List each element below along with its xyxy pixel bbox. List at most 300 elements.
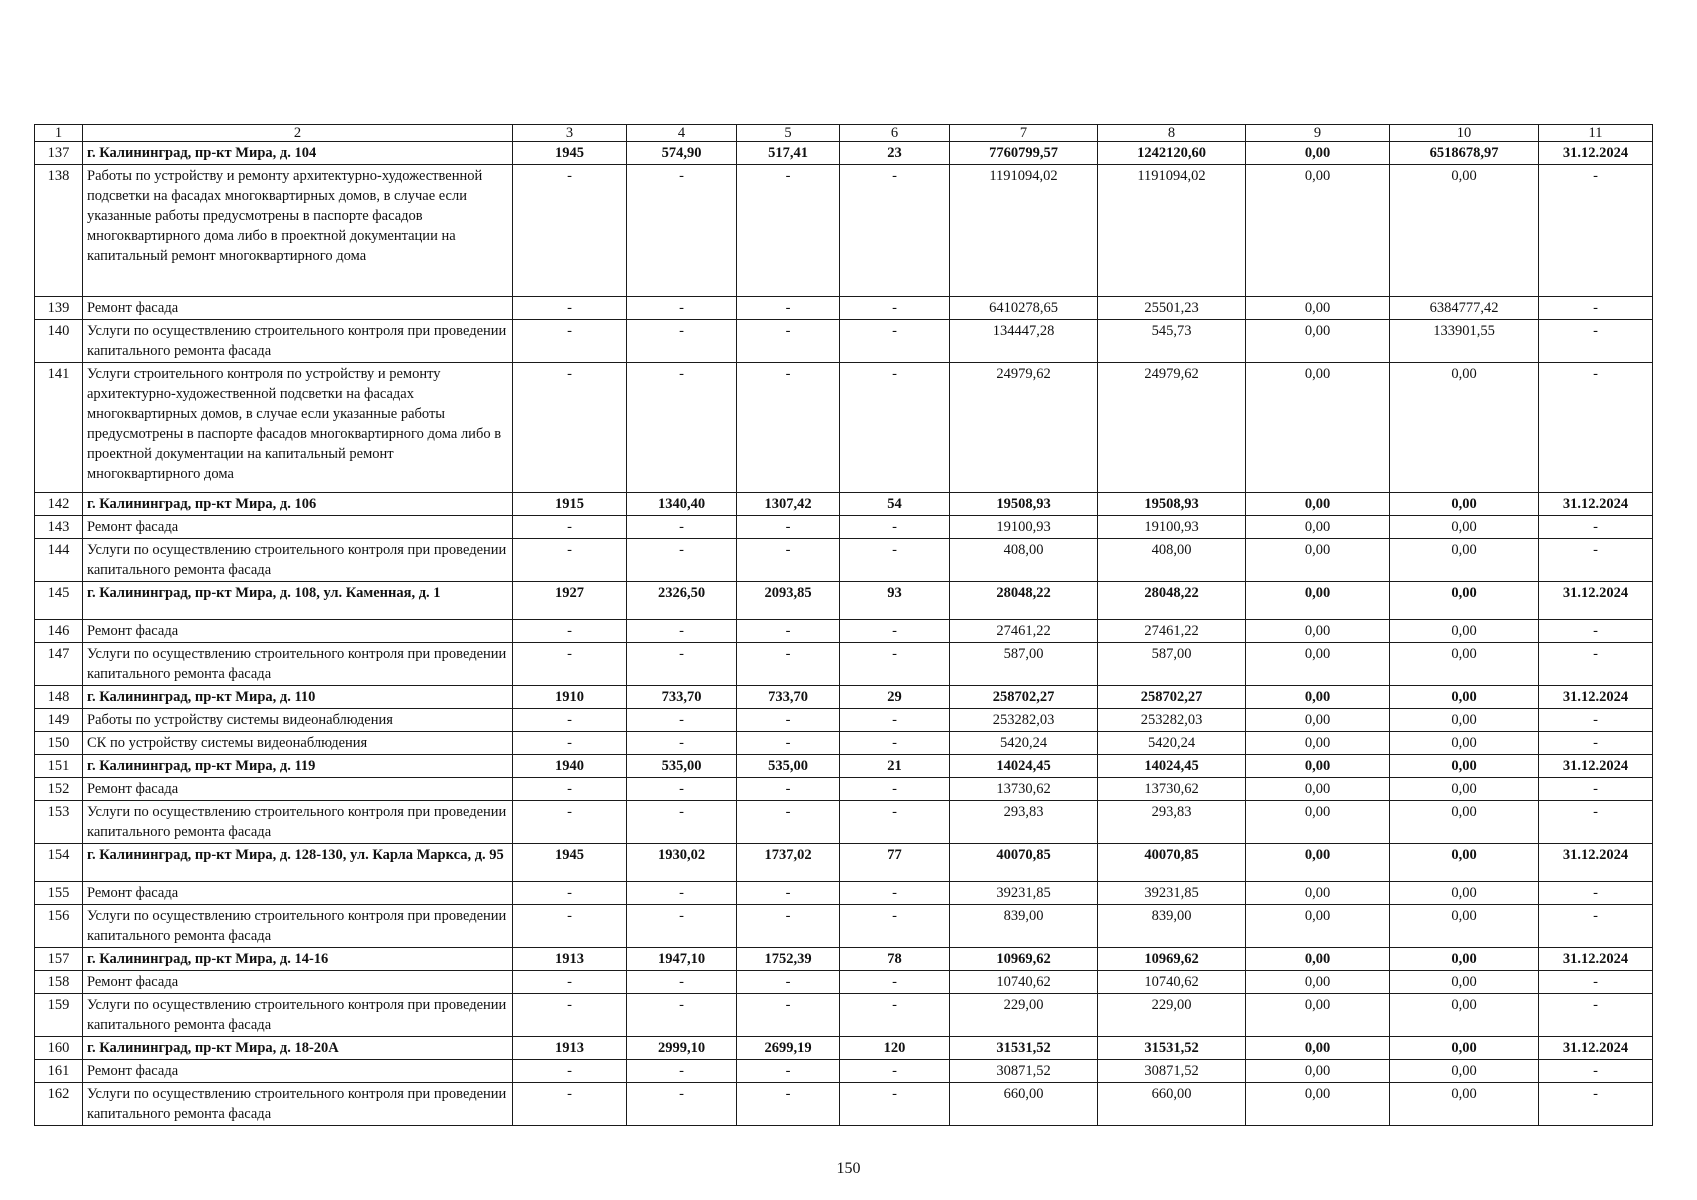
completion-date: - — [1539, 1060, 1653, 1083]
completion-date: 31.12.2024 — [1539, 582, 1653, 620]
build-year: - — [513, 363, 627, 493]
residents: - — [840, 732, 950, 755]
total-area: - — [627, 1083, 737, 1126]
completion-date: - — [1539, 297, 1653, 320]
cost-source-1: 10969,62 — [1098, 948, 1246, 971]
residents: 54 — [840, 493, 950, 516]
residents: 23 — [840, 142, 950, 165]
row-number: 138 — [35, 165, 83, 297]
total-area: - — [627, 994, 737, 1037]
build-year: 1910 — [513, 686, 627, 709]
cost-source-2: 0,00 — [1246, 643, 1390, 686]
cost-source-2: 0,00 — [1246, 1060, 1390, 1083]
cost-source-1: 587,00 — [1098, 643, 1246, 686]
row-number: 147 — [35, 643, 83, 686]
completion-date: - — [1539, 539, 1653, 582]
total-cost: 587,00 — [950, 643, 1098, 686]
total-area: - — [627, 165, 737, 297]
page-number: 150 — [836, 1160, 861, 1177]
living-area: - — [737, 539, 840, 582]
cost-source-3: 0,00 — [1390, 620, 1539, 643]
work-row — [35, 539, 1653, 582]
total-cost: 134447,28 — [950, 320, 1098, 363]
cost-source-3: 0,00 — [1390, 493, 1539, 516]
cost-source-3: 0,00 — [1390, 165, 1539, 297]
total-cost: 30871,52 — [950, 1060, 1098, 1083]
living-area: 2093,85 — [737, 582, 840, 620]
build-year: - — [513, 994, 627, 1037]
living-area: - — [737, 1083, 840, 1126]
building-row — [35, 948, 1653, 971]
item-description: Ремонт фасада — [83, 1060, 513, 1083]
cost-source-2: 0,00 — [1246, 620, 1390, 643]
item-description: г. Калининград, пр-кт Мира, д. 104 — [83, 142, 513, 165]
total-cost: 39231,85 — [950, 882, 1098, 905]
item-description: Ремонт фасада — [83, 516, 513, 539]
residents: 21 — [840, 755, 950, 778]
living-area: 517,41 — [737, 142, 840, 165]
residents: - — [840, 643, 950, 686]
completion-date: 31.12.2024 — [1539, 493, 1653, 516]
cost-source-2: 0,00 — [1246, 320, 1390, 363]
completion-date: - — [1539, 905, 1653, 948]
residents: - — [840, 905, 950, 948]
work-row — [35, 363, 1653, 493]
item-description: Ремонт фасада — [83, 971, 513, 994]
cost-source-1: 13730,62 — [1098, 778, 1246, 801]
total-cost: 660,00 — [950, 1083, 1098, 1126]
cost-source-1: 24979,62 — [1098, 363, 1246, 493]
residents: - — [840, 320, 950, 363]
total-area: 2999,10 — [627, 1037, 737, 1060]
row-number: 139 — [35, 297, 83, 320]
cost-source-1: 660,00 — [1098, 1083, 1246, 1126]
residents: 93 — [840, 582, 950, 620]
living-area: - — [737, 994, 840, 1037]
residents: 29 — [840, 686, 950, 709]
cost-source-3: 0,00 — [1390, 1037, 1539, 1060]
cost-source-3: 0,00 — [1390, 732, 1539, 755]
work-row — [35, 778, 1653, 801]
cost-source-3: 0,00 — [1390, 801, 1539, 844]
building-row — [35, 844, 1653, 882]
completion-date: - — [1539, 732, 1653, 755]
register-table — [34, 124, 1653, 1126]
cost-source-2: 0,00 — [1246, 582, 1390, 620]
building-row — [35, 686, 1653, 709]
total-area: 733,70 — [627, 686, 737, 709]
cost-source-2: 0,00 — [1246, 971, 1390, 994]
total-cost: 40070,85 — [950, 844, 1098, 882]
completion-date: 31.12.2024 — [1539, 948, 1653, 971]
residents: 78 — [840, 948, 950, 971]
total-cost: 6410278,65 — [950, 297, 1098, 320]
build-year: 1945 — [513, 844, 627, 882]
cost-source-1: 545,73 — [1098, 320, 1246, 363]
row-number: 157 — [35, 948, 83, 971]
cost-source-2: 0,00 — [1246, 905, 1390, 948]
building-row — [35, 493, 1653, 516]
row-number: 155 — [35, 882, 83, 905]
total-area: - — [627, 778, 737, 801]
completion-date: - — [1539, 882, 1653, 905]
column-number: 8 — [1098, 125, 1246, 142]
cost-source-2: 0,00 — [1246, 778, 1390, 801]
row-number: 160 — [35, 1037, 83, 1060]
completion-date: - — [1539, 778, 1653, 801]
cost-source-3: 0,00 — [1390, 1083, 1539, 1126]
cost-source-2: 0,00 — [1246, 755, 1390, 778]
residents: - — [840, 363, 950, 493]
total-cost: 19508,93 — [950, 493, 1098, 516]
column-number: 1 — [35, 125, 83, 142]
row-number: 150 — [35, 732, 83, 755]
work-row — [35, 516, 1653, 539]
total-cost: 408,00 — [950, 539, 1098, 582]
total-area: 1947,10 — [627, 948, 737, 971]
row-number: 158 — [35, 971, 83, 994]
living-area: 1752,39 — [737, 948, 840, 971]
total-area: - — [627, 801, 737, 844]
row-number: 141 — [35, 363, 83, 493]
column-number: 9 — [1246, 125, 1390, 142]
column-number: 3 — [513, 125, 627, 142]
build-year: - — [513, 297, 627, 320]
cost-source-3: 0,00 — [1390, 709, 1539, 732]
build-year: - — [513, 882, 627, 905]
completion-date: - — [1539, 620, 1653, 643]
completion-date: - — [1539, 363, 1653, 493]
build-year: - — [513, 516, 627, 539]
cost-source-2: 0,00 — [1246, 539, 1390, 582]
cost-source-3: 6518678,97 — [1390, 142, 1539, 165]
build-year: - — [513, 165, 627, 297]
column-number: 7 — [950, 125, 1098, 142]
residents: - — [840, 778, 950, 801]
row-number: 137 — [35, 142, 83, 165]
total-cost: 229,00 — [950, 994, 1098, 1037]
total-cost: 24979,62 — [950, 363, 1098, 493]
build-year: - — [513, 905, 627, 948]
residents: 120 — [840, 1037, 950, 1060]
completion-date: - — [1539, 165, 1653, 297]
cost-source-3: 0,00 — [1390, 844, 1539, 882]
total-area: 535,00 — [627, 755, 737, 778]
item-description: г. Калининград, пр-кт Мира, д. 128-130, ул. Карла Маркса, д. 95 — [83, 844, 513, 882]
cost-source-3: 0,00 — [1390, 948, 1539, 971]
item-description: Услуги строительного контроля по устройству и ремонту архитектурно-художественной подсветки на фасадах многоквартирных домов, в случае если указанные работы предусмотрены в паспорте фасадов многоквартирного дома либо в проектной документации на капитальный ремонт многоквартирного дома — [83, 363, 513, 493]
row-number: 148 — [35, 686, 83, 709]
cost-source-1: 10740,62 — [1098, 971, 1246, 994]
living-area: 535,00 — [737, 755, 840, 778]
build-year: 1913 — [513, 1037, 627, 1060]
total-cost: 5420,24 — [950, 732, 1098, 755]
cost-source-3: 0,00 — [1390, 882, 1539, 905]
living-area: - — [737, 882, 840, 905]
cost-source-1: 229,00 — [1098, 994, 1246, 1037]
build-year: 1913 — [513, 948, 627, 971]
cost-source-2: 0,00 — [1246, 493, 1390, 516]
cost-source-1: 1191094,02 — [1098, 165, 1246, 297]
cost-source-1: 19508,93 — [1098, 493, 1246, 516]
item-description: СК по устройству системы видеонаблюдения — [83, 732, 513, 755]
building-row — [35, 582, 1653, 620]
living-area: - — [737, 165, 840, 297]
cost-source-1: 19100,93 — [1098, 516, 1246, 539]
column-number: 2 — [83, 125, 513, 142]
living-area: - — [737, 363, 840, 493]
completion-date: 31.12.2024 — [1539, 1037, 1653, 1060]
total-cost: 293,83 — [950, 801, 1098, 844]
row-number: 151 — [35, 755, 83, 778]
cost-source-3: 133901,55 — [1390, 320, 1539, 363]
cost-source-3: 0,00 — [1390, 582, 1539, 620]
row-number: 162 — [35, 1083, 83, 1126]
total-area: - — [627, 539, 737, 582]
total-area: - — [627, 905, 737, 948]
living-area: - — [737, 778, 840, 801]
row-number: 153 — [35, 801, 83, 844]
cost-source-2: 0,00 — [1246, 516, 1390, 539]
residents: - — [840, 1083, 950, 1126]
build-year: 1945 — [513, 142, 627, 165]
cost-source-1: 39231,85 — [1098, 882, 1246, 905]
cost-source-3: 6384777,42 — [1390, 297, 1539, 320]
completion-date: 31.12.2024 — [1539, 686, 1653, 709]
total-cost: 31531,52 — [950, 1037, 1098, 1060]
cost-source-1: 28048,22 — [1098, 582, 1246, 620]
build-year: - — [513, 709, 627, 732]
cost-source-1: 30871,52 — [1098, 1060, 1246, 1083]
column-number: 4 — [627, 125, 737, 142]
total-area: 2326,50 — [627, 582, 737, 620]
living-area: - — [737, 620, 840, 643]
row-number: 149 — [35, 709, 83, 732]
cost-source-2: 0,00 — [1246, 297, 1390, 320]
living-area: 2699,19 — [737, 1037, 840, 1060]
row-number: 159 — [35, 994, 83, 1037]
completion-date: - — [1539, 1083, 1653, 1126]
item-description: Услуги по осуществлению строительного контроля при проведении капитального ремонта фасада — [83, 320, 513, 363]
column-number: 10 — [1390, 125, 1539, 142]
item-description: Услуги по осуществлению строительного контроля при проведении капитального ремонта фасада — [83, 1083, 513, 1126]
build-year: - — [513, 643, 627, 686]
work-row — [35, 801, 1653, 844]
item-description: Услуги по осуществлению строительного контроля при проведении капитального ремонта фасада — [83, 801, 513, 844]
work-row — [35, 297, 1653, 320]
total-cost: 7760799,57 — [950, 142, 1098, 165]
total-cost: 253282,03 — [950, 709, 1098, 732]
table-body — [35, 125, 1653, 1126]
total-cost: 1191094,02 — [950, 165, 1098, 297]
cost-source-2: 0,00 — [1246, 801, 1390, 844]
living-area: - — [737, 516, 840, 539]
row-number: 144 — [35, 539, 83, 582]
completion-date: - — [1539, 516, 1653, 539]
cost-source-3: 0,00 — [1390, 686, 1539, 709]
total-area: 1340,40 — [627, 493, 737, 516]
completion-date: 31.12.2024 — [1539, 844, 1653, 882]
cost-source-3: 0,00 — [1390, 971, 1539, 994]
residents: - — [840, 297, 950, 320]
cost-source-2: 0,00 — [1246, 1083, 1390, 1126]
residents: - — [840, 994, 950, 1037]
row-number: 142 — [35, 493, 83, 516]
work-row — [35, 320, 1653, 363]
cost-source-2: 0,00 — [1246, 844, 1390, 882]
row-number: 156 — [35, 905, 83, 948]
completion-date: - — [1539, 994, 1653, 1037]
build-year: 1915 — [513, 493, 627, 516]
residents: - — [840, 709, 950, 732]
residents: - — [840, 971, 950, 994]
total-area: - — [627, 297, 737, 320]
cost-source-1: 839,00 — [1098, 905, 1246, 948]
total-area: - — [627, 1060, 737, 1083]
total-cost: 14024,45 — [950, 755, 1098, 778]
total-area: 574,90 — [627, 142, 737, 165]
total-area: - — [627, 882, 737, 905]
total-area: - — [627, 709, 737, 732]
completion-date: - — [1539, 971, 1653, 994]
cost-source-1: 27461,22 — [1098, 620, 1246, 643]
living-area: - — [737, 905, 840, 948]
living-area: - — [737, 320, 840, 363]
living-area: - — [737, 1060, 840, 1083]
row-number: 146 — [35, 620, 83, 643]
completion-date: 31.12.2024 — [1539, 142, 1653, 165]
column-number: 11 — [1539, 125, 1653, 142]
row-number: 154 — [35, 844, 83, 882]
work-row — [35, 165, 1653, 297]
cost-source-1: 25501,23 — [1098, 297, 1246, 320]
completion-date: - — [1539, 709, 1653, 732]
cost-source-2: 0,00 — [1246, 1037, 1390, 1060]
row-number: 145 — [35, 582, 83, 620]
item-description: Ремонт фасада — [83, 620, 513, 643]
building-row — [35, 142, 1653, 165]
total-area: - — [627, 320, 737, 363]
residents: - — [840, 516, 950, 539]
cost-source-3: 0,00 — [1390, 363, 1539, 493]
work-row — [35, 620, 1653, 643]
cost-source-2: 0,00 — [1246, 709, 1390, 732]
living-area: - — [737, 643, 840, 686]
column-number-row — [35, 125, 1653, 142]
cost-source-1: 258702,27 — [1098, 686, 1246, 709]
build-year: 1927 — [513, 582, 627, 620]
cost-source-2: 0,00 — [1246, 948, 1390, 971]
row-number: 161 — [35, 1060, 83, 1083]
cost-source-3: 0,00 — [1390, 778, 1539, 801]
column-number: 5 — [737, 125, 840, 142]
cost-source-1: 31531,52 — [1098, 1037, 1246, 1060]
cost-source-1: 5420,24 — [1098, 732, 1246, 755]
living-area: - — [737, 709, 840, 732]
cost-source-2: 0,00 — [1246, 882, 1390, 905]
total-area: - — [627, 620, 737, 643]
total-cost: 10740,62 — [950, 971, 1098, 994]
column-number: 6 — [840, 125, 950, 142]
row-number: 140 — [35, 320, 83, 363]
total-area: - — [627, 363, 737, 493]
total-cost: 19100,93 — [950, 516, 1098, 539]
living-area: - — [737, 971, 840, 994]
living-area: - — [737, 297, 840, 320]
completion-date: - — [1539, 320, 1653, 363]
item-description: г. Калининград, пр-кт Мира, д. 119 — [83, 755, 513, 778]
item-description: г. Калининград, пр-кт Мира, д. 106 — [83, 493, 513, 516]
build-year: 1940 — [513, 755, 627, 778]
work-row — [35, 709, 1653, 732]
item-description: г. Калининград, пр-кт Мира, д. 110 — [83, 686, 513, 709]
work-row — [35, 1060, 1653, 1083]
cost-source-1: 293,83 — [1098, 801, 1246, 844]
item-description: Работы по устройству и ремонту архитектурно-художественной подсветки на фасадах многоквартирных домов, в случае если указанные работы предусмотрены в паспорте фасадов многоквартирного дома либо в проектной документации на капитальный ремонт многоквартирного дома — [83, 165, 513, 297]
residents: - — [840, 165, 950, 297]
living-area: 733,70 — [737, 686, 840, 709]
item-description: г. Калининград, пр-кт Мира, д. 14-16 — [83, 948, 513, 971]
cost-source-2: 0,00 — [1246, 732, 1390, 755]
row-number: 152 — [35, 778, 83, 801]
total-area: 1930,02 — [627, 844, 737, 882]
cost-source-1: 40070,85 — [1098, 844, 1246, 882]
cost-source-3: 0,00 — [1390, 539, 1539, 582]
total-area: - — [627, 732, 737, 755]
item-description: Услуги по осуществлению строительного контроля при проведении капитального ремонта фасада — [83, 905, 513, 948]
cost-source-2: 0,00 — [1246, 686, 1390, 709]
total-cost: 258702,27 — [950, 686, 1098, 709]
total-cost: 27461,22 — [950, 620, 1098, 643]
cost-source-2: 0,00 — [1246, 142, 1390, 165]
total-area: - — [627, 971, 737, 994]
total-cost: 13730,62 — [950, 778, 1098, 801]
cost-source-1: 408,00 — [1098, 539, 1246, 582]
building-row — [35, 1037, 1653, 1060]
cost-source-1: 14024,45 — [1098, 755, 1246, 778]
residents: - — [840, 882, 950, 905]
build-year: - — [513, 620, 627, 643]
build-year: - — [513, 971, 627, 994]
row-number: 143 — [35, 516, 83, 539]
item-description: Ремонт фасада — [83, 778, 513, 801]
cost-source-3: 0,00 — [1390, 905, 1539, 948]
total-cost: 839,00 — [950, 905, 1098, 948]
build-year: - — [513, 539, 627, 582]
residents: - — [840, 539, 950, 582]
completion-date: - — [1539, 801, 1653, 844]
cost-source-3: 0,00 — [1390, 755, 1539, 778]
cost-source-1: 253282,03 — [1098, 709, 1246, 732]
cost-source-2: 0,00 — [1246, 165, 1390, 297]
cost-source-2: 0,00 — [1246, 363, 1390, 493]
build-year: - — [513, 320, 627, 363]
total-cost: 10969,62 — [950, 948, 1098, 971]
work-row — [35, 882, 1653, 905]
work-row — [35, 905, 1653, 948]
cost-source-3: 0,00 — [1390, 994, 1539, 1037]
residents: - — [840, 801, 950, 844]
work-row — [35, 1083, 1653, 1126]
residents: - — [840, 620, 950, 643]
build-year: - — [513, 1060, 627, 1083]
building-row — [35, 755, 1653, 778]
work-row — [35, 994, 1653, 1037]
item-description: Услуги по осуществлению строительного контроля при проведении капитального ремонта фасада — [83, 994, 513, 1037]
cost-source-3: 0,00 — [1390, 516, 1539, 539]
total-cost: 28048,22 — [950, 582, 1098, 620]
completion-date: 31.12.2024 — [1539, 755, 1653, 778]
